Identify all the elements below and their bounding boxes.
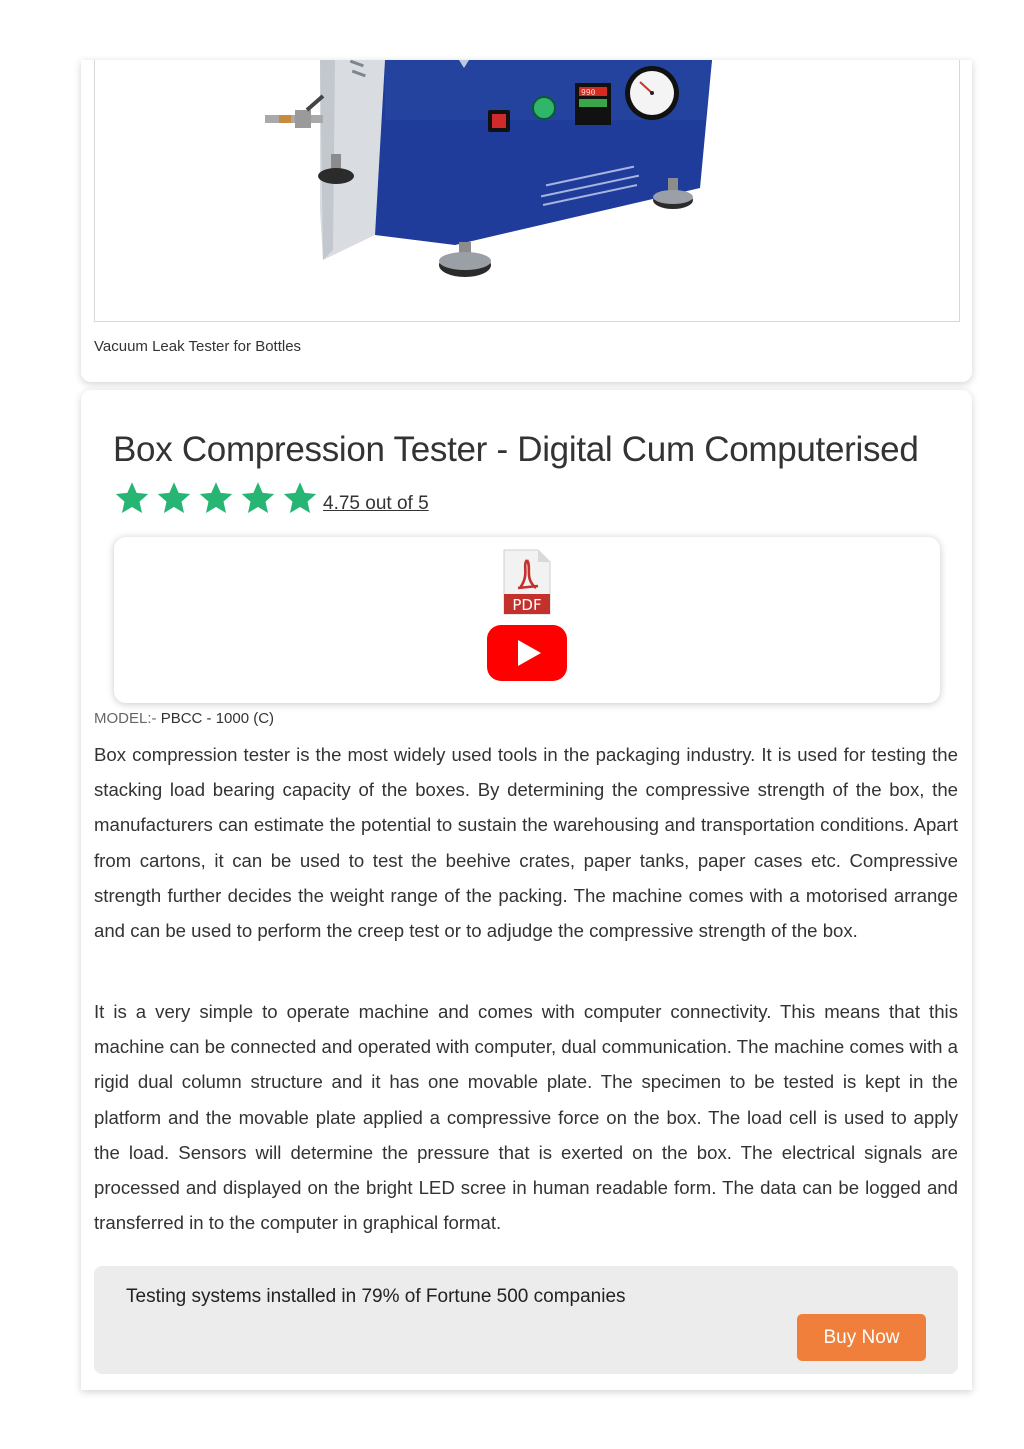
product-image-frame [94,60,960,322]
product-card [81,390,972,1390]
star-icon [197,480,235,516]
model-label: MODEL:- [94,710,157,727]
star-icon [281,480,319,516]
rating-link[interactable]: 4.75 out of 5 [323,493,429,514]
star-icon [155,480,193,516]
rating-stars [113,480,319,516]
star-icon [113,480,151,516]
media-links-box [114,537,940,703]
description-paragraph: It is a very simple to operate machine and comes with computer connectivity. This means that this machine can be connected and operated with computer, dual communication. The machine comes with a rigid dual column structure and it has one movable plate. The specimen to be tested is kept in the platform and the movable plate applied a compressive force on the box. The load cell is used to apply the load. Sensors will determine the pressure that is exerted on the box. The electrical signals are processed and displayed on the bright LED scree in human readable form. The data can be logged and transferred in to the computer in graphical format. [94,1001,958,1234]
vacuum-leak-tester-image [95,60,959,321]
product-image-card [81,60,972,382]
image-caption: Vacuum Leak Tester for Bottles [94,338,302,355]
youtube-play-icon[interactable] [487,625,567,681]
controller-display: 990 [581,88,596,97]
model-line [94,710,274,727]
buy-now-button[interactable]: Buy Now [797,1314,926,1361]
star-icon [239,480,277,516]
product-title: Box Compression Tester - Digital Cum Computerised [113,430,919,469]
cta-banner [94,1266,958,1374]
model-value: PBCC - 1000 (C) [160,710,275,727]
cta-text: Testing systems installed in 79% of Fortune 500 companies [126,1286,626,1307]
pdf-icon[interactable] [502,548,552,616]
description-paragraph: Box compression tester is the most widely used tools in the packaging industry. It is used for testing the stacking load bearing capacity of the boxes. By determining the compressive strength of the box, the manufacturers can estimate the potential to sustain the warehousing and transportation conditions. Apart from cartons, it can be used to test the beehive crates, paper tanks, paper cases etc. Compressive strength further decides the weight range of the packing. The machine comes with a motorised arrange and can be used to perform the creep test or to adjudge the compressive strength of the box. [94,744,958,942]
pdf-label: PDF [512,596,542,614]
